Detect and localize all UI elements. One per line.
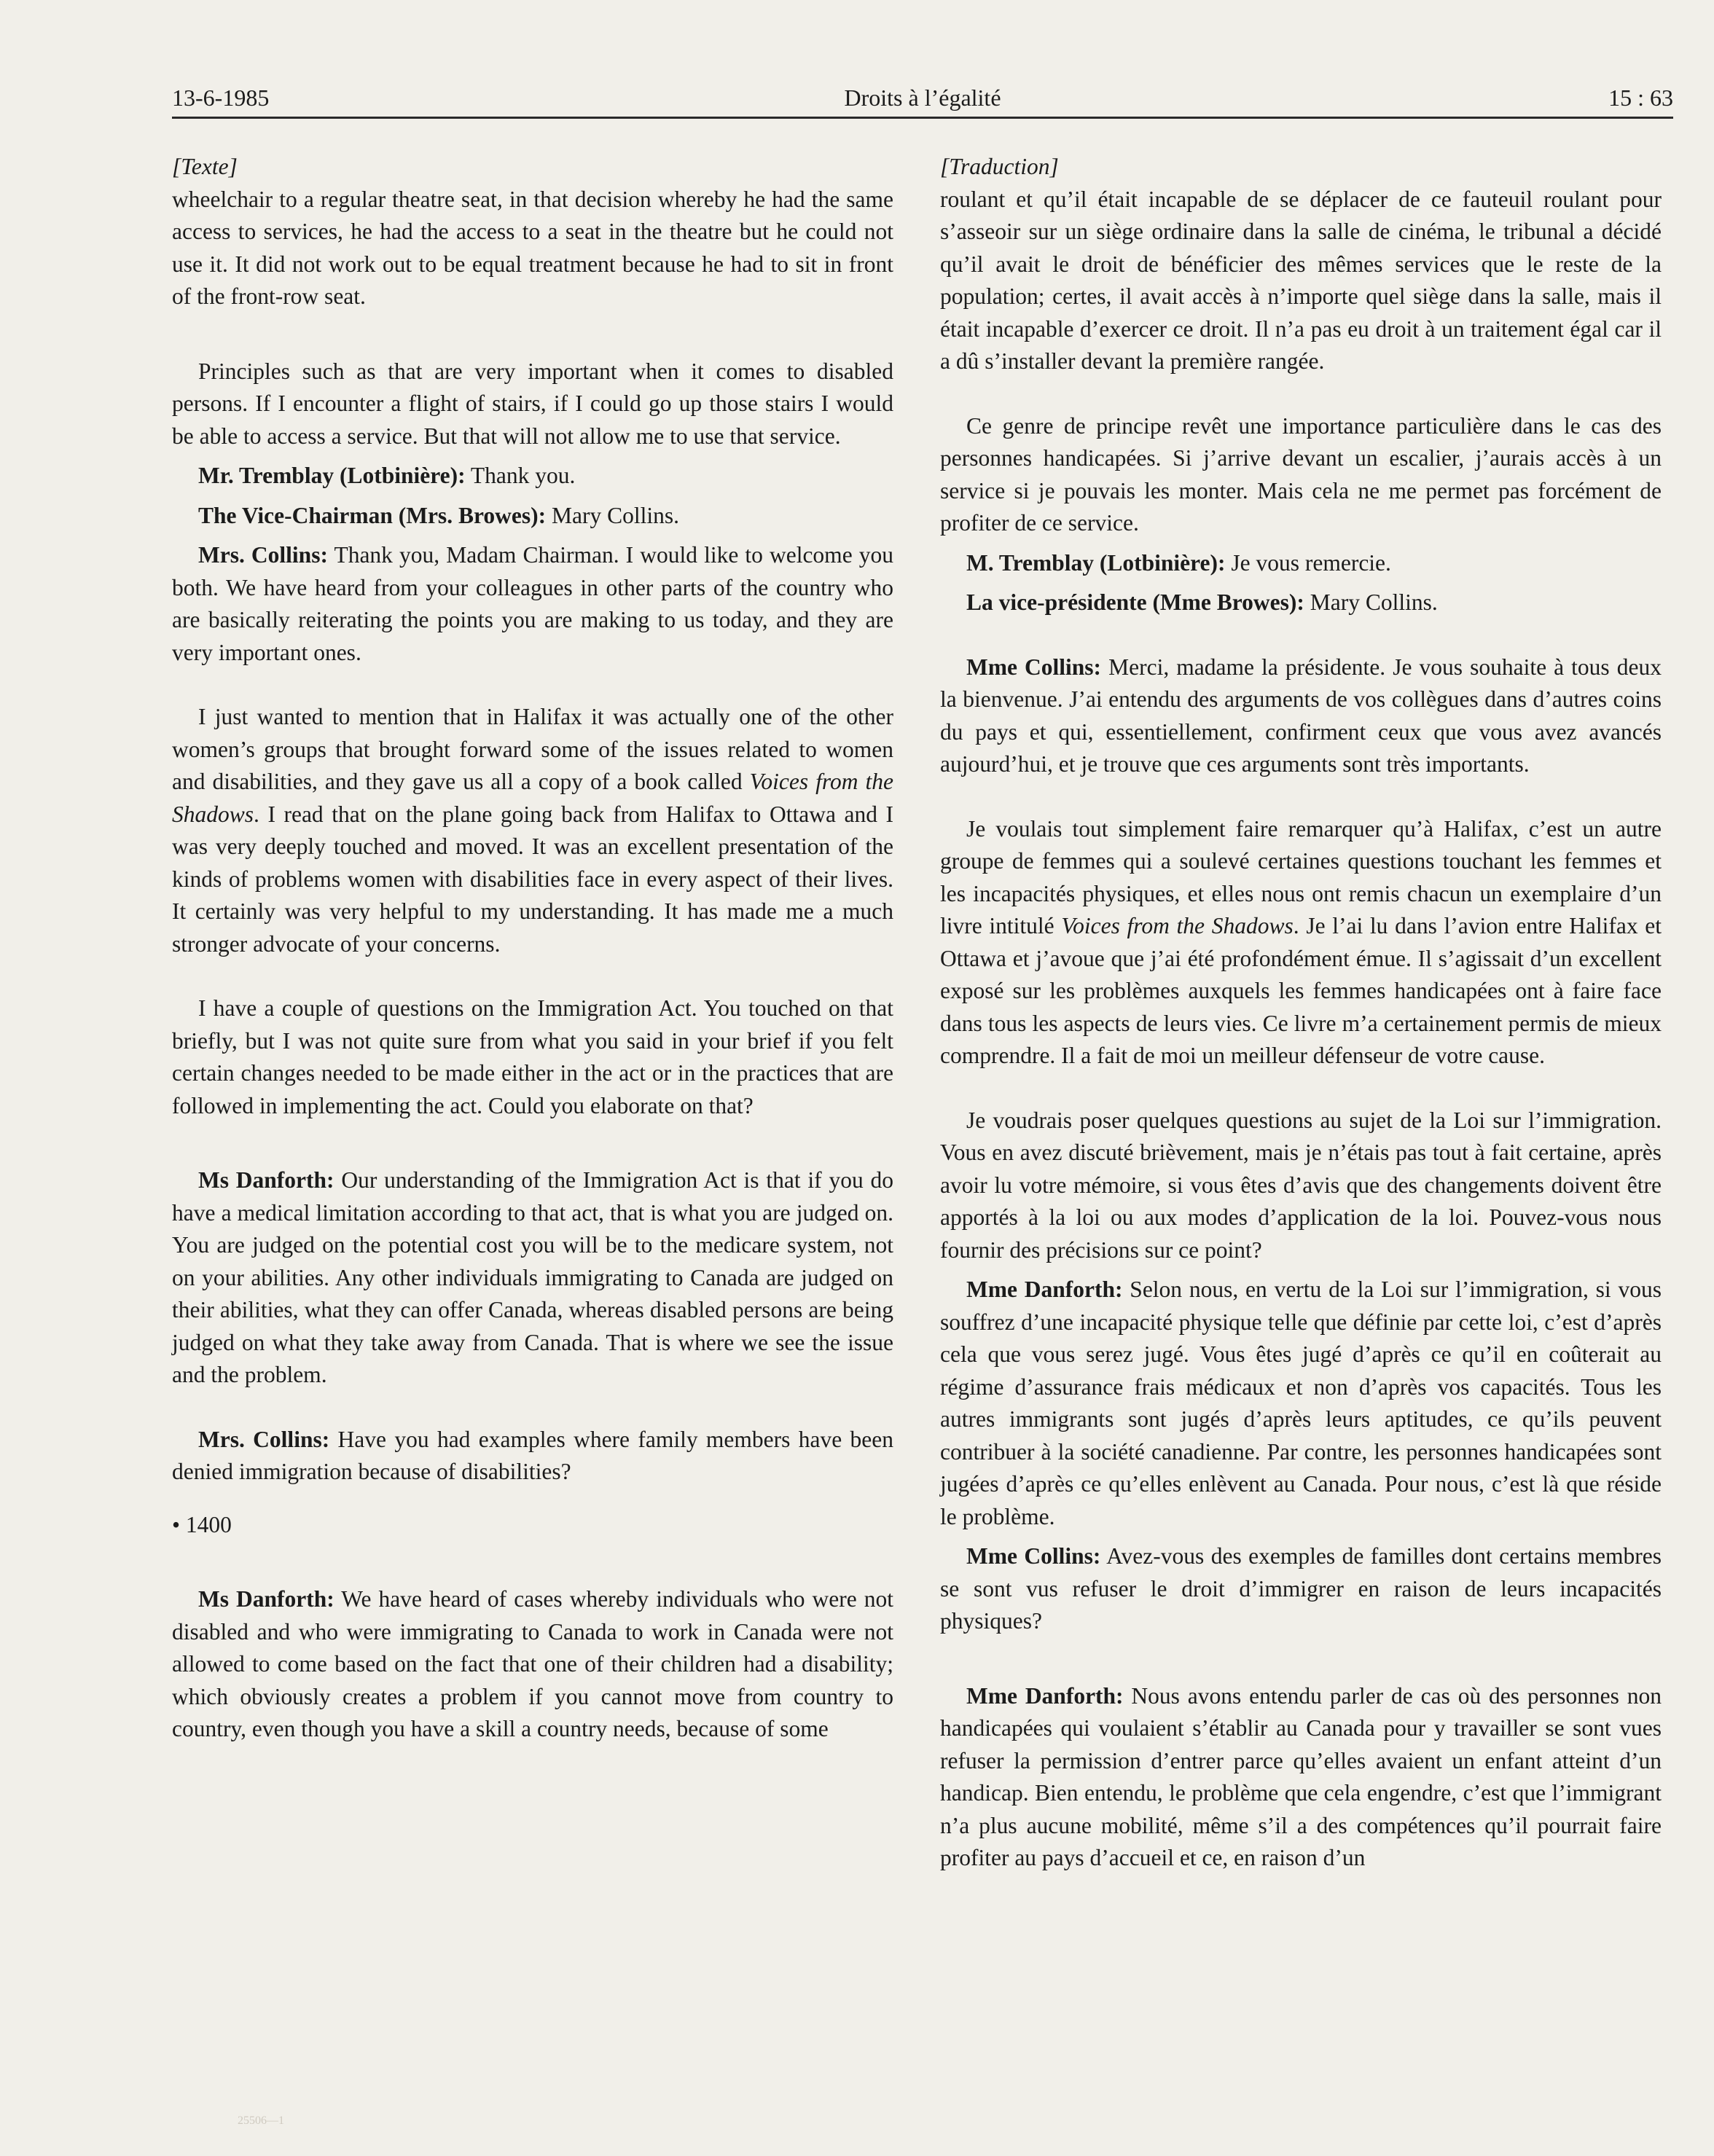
speech-text: Avez-vous des exemples de familles dont certains membres se sont vus refuser le droit d’immigrer en raison de leurs incapacités physiques? [940, 1543, 1662, 1634]
page-header [172, 79, 1673, 122]
speaker-paragraph [940, 1680, 1662, 1875]
speech-text: Mary Collins. [1304, 589, 1438, 615]
speaker-paragraph [940, 587, 1662, 619]
paragraph: wheelchair to a regular theatre seat, in that decision whereby he had the same access to services, he had the access to a seat in the theatre but he could not use it. It did not work out to be equal treatment because he had to sit in front of the front-row seat. [172, 186, 893, 309]
paragraph: Principles such as that are very important when it comes to disabled persons. If I encounter a flight of stairs, if I could go up those stairs I would be able to access a service. But that will not allow me to use that service. [172, 358, 893, 449]
speaker-paragraph [172, 1424, 893, 1489]
speech-text: Nous avons entendu parler de cas où des personnes non handicapées qui voulaient s’établir au Canada pour y travailler se sont vues refuser la permission d’entrer parce qu’elles avaient un enfant atteint d’un handicap. Bien entendu, le problème que cela engendre, c’est que l’immigrant n’a plus aucune mobilité, même s’il a des compétences qu’il pourrait faire profiter au pays d’accueil et ce, en raison d’un [940, 1682, 1662, 1870]
speaker-paragraph [172, 500, 893, 533]
speaker-name: Mrs. Collins: [198, 542, 328, 568]
speaker-name: La vice-présidente (Mme Browes): [966, 589, 1304, 615]
paragraph [172, 701, 893, 960]
speaker-paragraph [172, 1164, 893, 1392]
translation-tag: [Traduction] [940, 154, 1059, 179]
speaker-name: M. Tremblay (Lotbinière): [966, 549, 1226, 576]
text-tag: [Texte] [172, 154, 238, 179]
speech-text: Mary Collins. [546, 502, 679, 528]
speaker-paragraph [172, 460, 893, 493]
speaker-name: Mme Danforth: [966, 1277, 1123, 1302]
speaker-name: Mrs. Collins: [198, 1426, 330, 1452]
header-page-number: 15 : 63 [1608, 85, 1673, 111]
speaker-name: Ms Danforth: [198, 1586, 334, 1612]
speaker-paragraph [940, 1540, 1662, 1638]
speaker-name: Mme Danforth: [966, 1682, 1124, 1709]
speaker-paragraph [940, 1274, 1662, 1533]
paragraph: Je voudrais poser quelques questions au sujet de la Loi sur l’immigration. Vous en avez discuté brièvement, mais je n’étais pas tout à fait certaine, après avoir lu votre mémoire, si vous êtes d’avis que des changements doivent être apportés à la loi ou aux modes d’application de la loi. Pouvez-vous nous fournir des précisions sur ce point? [940, 1107, 1662, 1263]
speaker-paragraph [940, 547, 1662, 580]
speech-text: We have heard of cases whereby individuals who were not disabled and who were immigrating to Canada to work in Canada were not allowed to come based on the fact that one of their children had a disability; which obviously creates a problem if you cannot move from country to country, even though you have a skill a country needs, because of some [172, 1586, 893, 1741]
speaker-name: Mme Collins: [966, 1543, 1101, 1569]
speech-text: Thank you, Madam Chairman. I would like to welcome you both. We have heard from your colleagues in other parts of the country who are basically reiterating the points you are making to us today, and they are very important ones. [172, 542, 893, 665]
speaker-name: The Vice-Chairman (Mrs. Browes): [198, 502, 547, 528]
paragraph-text: I just wanted to mention that in Halifax it was actually one of the other women’s groups that brought forward some of the issues related to women and disabilities, and they gave us all a copy of a book called [172, 704, 893, 794]
header-title: Droits à l’égalité [844, 85, 1001, 111]
speaker-name: Mr. Tremblay (Lotbinière): [198, 463, 466, 488]
speaker-name: Ms Danforth: [198, 1167, 334, 1193]
header-date: 13-6-1985 [172, 85, 270, 111]
speech-text: Je vous remercie. [1225, 549, 1391, 576]
speaker-paragraph [940, 651, 1662, 781]
paragraph: Ce genre de principe revêt une importance particulière dans le cas des personnes handicapées. Si j’arrive devant un escalier, j’aurais accès à un service si je pouvais les monter. Mais cela ne me permet pas forcément de profiter de ce service. [940, 412, 1662, 536]
speech-text: Have you had examples where family members have been denied immigration because of disabilities? [172, 1426, 893, 1484]
paragraph-text: . I read that on the plane going back from Halifax to Ottawa and I was very deeply touched and moved. It was an excellent presentation of the kinds of problems women with disabilities face in every aspect of their lives. It certainly was very helpful to my understanding. It has made me a much stronger advocate of your concerns. [172, 801, 893, 957]
speaker-paragraph [172, 539, 893, 669]
speech-text: Our understanding of the Immigration Act is that if you do have a medical limitation according to that act, that is what you are judged on. You are judged on the potential cost you will be to the medicare system, not on your abilities. Any other individuals immigrating to Canada are judged on their abilities, what they can offer Canada, whereas disabled persons are being judged on what they take away from Canada. That is where we see the issue and the problem. [172, 1167, 893, 1387]
speech-text: Thank you. [465, 463, 576, 488]
english-column [172, 151, 893, 1746]
header-rule [172, 117, 1673, 119]
paragraph-text: . Je l’ai lu dans l’avion entre Halifax et Ottawa et j’avoue que j’ai été profondément émue. Il s’agissait d’un excellent exposé sur les problèmes auxquels les femmes handicapées ont à faire face dans tous les aspects de leurs vies. Ce livre m’a certainement permis de mieux comprendre. Il a fait de moi un meilleur défenseur de votre cause. [940, 913, 1662, 1068]
speech-text: Selon nous, en vertu de la Loi sur l’immigration, si vous souffrez d’une incapacité physique telle que définie par cette loi, c’est d’après cela que vous serez jugé. Vous êtes jugé d’après ce qu’il en coûterait au régime d’assurance frais médicaux et non d’après vos capacités. Tous les autres immigrants sont jugés d’après leurs aptitudes, ce qu’ils peuvent contribuer à la société canadienne. Par contre, les personnes handicapées sont jugées d’après ce qu’elles enlèvent au Canada. Pour nous, c’est là que réside le problème. [940, 1277, 1662, 1529]
speaker-name: Mme Collins: [966, 654, 1102, 680]
speech-text: Merci, madame la présidente. Je vous souhaite à tous deux la bienvenue. J’ai entendu des arguments de vos collègues dans d’autres coins du pays et qui, essentiellement, confirment ceux que vous avez avancés aujourd’hui, et je trouve que ces arguments sont très importants. [940, 654, 1662, 777]
paragraph [940, 813, 1662, 1073]
french-column [940, 151, 1662, 1875]
speaker-paragraph [172, 1583, 893, 1746]
print-code: 25506—1 [238, 2114, 284, 2127]
paragraph: I have a couple of questions on the Immigration Act. You touched on that briefly, but I was not quite sure from what you said in your brief if you felt certain changes needed to be made either in the act or in the practices that are followed in implementing the act. Could you elaborate on that? [172, 995, 893, 1118]
time-marker: • 1400 [172, 1511, 232, 1537]
paragraph: roulant et qu’il était incapable de se déplacer de ce fauteuil roulant pour s’asseoir sur un siège ordinaire dans la salle de cinéma, le tribunal a décidé qu’il avait le droit de bénéficier des mêmes services que le reste de la population; certes, il avait accès à n’importe quel siège dans la salle, mais il était incapable d’exercer ce droit. Il n’a pas eu droit à un traitement égal car il a dû s’installer devant la première rangée. [940, 186, 1662, 374]
book-title: Voices from the Shadows [1061, 913, 1294, 938]
paragraph-text: Je voulais tout simplement faire remarquer qu’à Halifax, c’est un autre groupe de femmes qui a soulevé certaines questions touchant les femmes et les incapacités physiques, et elles nous ont remis chacun un exemplaire d’un livre intitulé [940, 815, 1662, 938]
book-title: Voices from the Shadows [172, 769, 893, 827]
